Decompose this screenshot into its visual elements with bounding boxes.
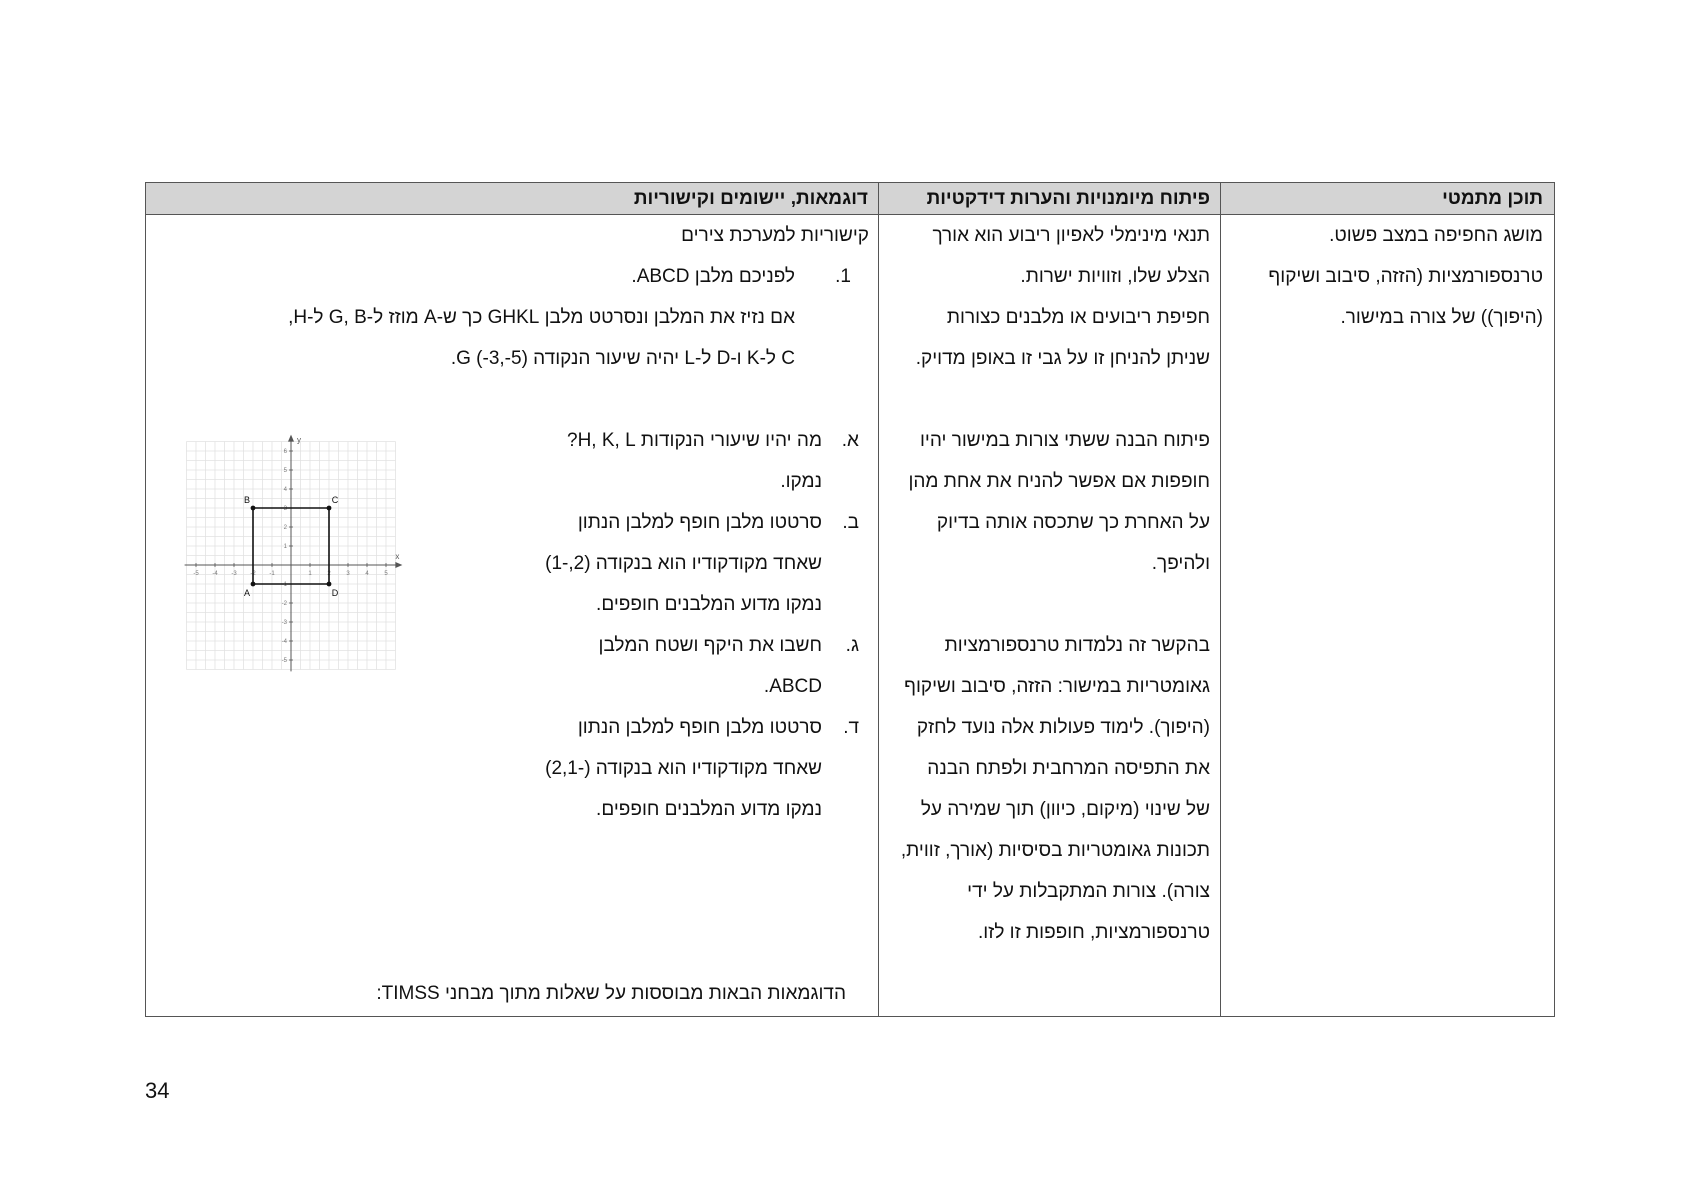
y-tick-label: -4 <box>281 639 287 645</box>
skills-line: תכונות גאומטריות בסיסיות (אורך, זווית, <box>900 840 1210 861</box>
skills-line: הצלע שלו, וזוויות ישרות. <box>1020 266 1210 287</box>
point-label: A <box>243 588 251 598</box>
x-axis-label: x <box>395 552 400 561</box>
x-tick-label: 2 <box>327 571 331 577</box>
y-tick-label: 4 <box>283 487 287 493</box>
examples-column <box>144 215 879 1016</box>
curriculum-table <box>145 182 1555 1017</box>
header-skills: פיתוח מיומנויות והערות דידקטיות <box>926 188 1210 209</box>
point-a <box>251 582 256 587</box>
item-letter: א. <box>841 430 859 451</box>
skills-line: טרנספורמציות, חופפות זו לזו. <box>977 922 1210 943</box>
skills-line: צורה). צורות המתקבלות על ידי <box>967 881 1210 902</box>
x-tick-label: 4 <box>365 571 369 577</box>
x-tick-label: 1 <box>308 571 312 577</box>
skills-line: שניתן להניחן זו על גבי זו באופן מדויק. <box>915 348 1210 369</box>
x-tick-label: -2 <box>250 571 256 577</box>
skills-line: בהקשר זה נלמדות טרנספורמציות <box>944 635 1210 656</box>
item-letter: ד. <box>843 717 859 738</box>
skills-line: את התפיסה המרחבית ולפתח הבנה <box>927 758 1210 779</box>
header-math-content: תוכן מתמטי <box>1442 188 1543 209</box>
y-tick-label: -2 <box>281 601 287 607</box>
y-tick-label: 5 <box>283 468 287 474</box>
point-c <box>327 506 332 511</box>
header-examples: דוגמאות, יישומים וקישוריות <box>633 188 868 209</box>
skills-column <box>879 215 1221 1016</box>
y-axis-label: y <box>297 435 301 445</box>
content-line: (היפוך)) של צורה במישור. <box>1340 307 1543 328</box>
y-tick-label: 1 <box>283 544 287 550</box>
y-tick-label: 3 <box>283 506 287 512</box>
item-line: ABCD. <box>763 676 822 697</box>
item-line: סרטטו מלבן חופף למלבן הנתון <box>577 512 822 533</box>
question-number: 1. <box>835 266 851 287</box>
item-line: שאחד מקודקודיו הוא בנקודה (2,-1) <box>545 553 822 574</box>
examples-heading: קישוריות למערכת צירים <box>681 225 869 246</box>
y-tick-label: 6 <box>283 449 287 455</box>
item-line: נמקו מדוע המלבנים חופפים. <box>596 594 822 615</box>
skills-line: תנאי מינימלי לאפיון ריבוע הוא אורך <box>932 225 1210 246</box>
y-axis-arrow-icon <box>288 435 294 442</box>
item-line: סרטטו מלבן חופף למלבן הנתון <box>577 717 822 738</box>
skills-line: ולהיפך. <box>1151 553 1210 574</box>
point-b <box>251 506 256 511</box>
item-line: מה יהיו שיעורי הנקודות H, K, L? <box>566 430 822 451</box>
content-column <box>1221 215 1554 1016</box>
y-tick-label: -1 <box>281 582 287 588</box>
point-label: B <box>243 495 251 505</box>
content-line: מושג החפיפה במצב פשוט. <box>1329 225 1543 246</box>
skills-line: גאומטריות במישור: הזזה, סיבוב ושיקוף <box>904 676 1210 697</box>
question-text: לפניכם מלבן ABCD. <box>631 266 795 287</box>
skills-line: של שינוי (מיקום, כיוון) תוך שמירה על <box>920 799 1210 820</box>
examples-footer: הדוגמאות הבאות מבוססות על שאלות מתוך מבחני TIMSS: <box>376 983 846 1004</box>
point-d <box>327 582 332 587</box>
item-line: שאחד מקודקודיו הוא בנקודה (-2,1) <box>545 758 822 779</box>
item-line: נמקו. <box>780 471 822 492</box>
point-label: C <box>331 495 339 505</box>
x-tick-label: 3 <box>346 571 350 577</box>
skills-line: (היפוך). לימוד פעולות אלה נועד לחזק <box>916 717 1210 738</box>
coordinate-graph <box>176 435 406 664</box>
x-tick-label: -4 <box>212 571 218 577</box>
y-tick-label: 2 <box>283 525 287 531</box>
x-tick-label: -3 <box>231 571 237 577</box>
x-tick-label: -5 <box>193 571 199 577</box>
item-letter: ב. <box>842 512 859 533</box>
y-tick-label: -5 <box>281 658 287 664</box>
skills-line: חופפות אם אפשר להניח את אחת מהן <box>908 471 1210 492</box>
content-line: טרנספורמציות (הזזה, סיבוב ושיקוף <box>1268 266 1543 287</box>
skills-line: חפיפת ריבועים או מלבנים כצורות <box>946 307 1210 328</box>
x-axis-arrow-icon <box>395 562 402 568</box>
x-tick-label: 5 <box>384 571 388 577</box>
skills-line: פיתוח הבנה ששתי צורות במישור יהיו <box>919 430 1210 451</box>
question-text: אם נזיז את המלבן ונסרטט מלבן GHKL כך ש-A מוזז ל-G, B ל-H, <box>288 307 795 328</box>
coordinate-plane <box>176 435 406 664</box>
skills-line: על האחרת כך שתכסה אותה בדיוק <box>936 512 1210 533</box>
y-tick-label: -3 <box>281 620 287 626</box>
x-tick-label: -1 <box>269 571 275 577</box>
item-letter: ג. <box>845 635 859 656</box>
page-number: 34 <box>145 1078 170 1103</box>
point-label: D <box>331 588 339 598</box>
item-line: נמקו מדוע המלבנים חופפים. <box>596 799 822 820</box>
item-line: חשבו את היקף ושטח המלבן <box>598 635 822 656</box>
question-text: C ל-K ו-D ל-L יהיה שיעור הנקודה G (-3,-5). <box>450 348 795 369</box>
